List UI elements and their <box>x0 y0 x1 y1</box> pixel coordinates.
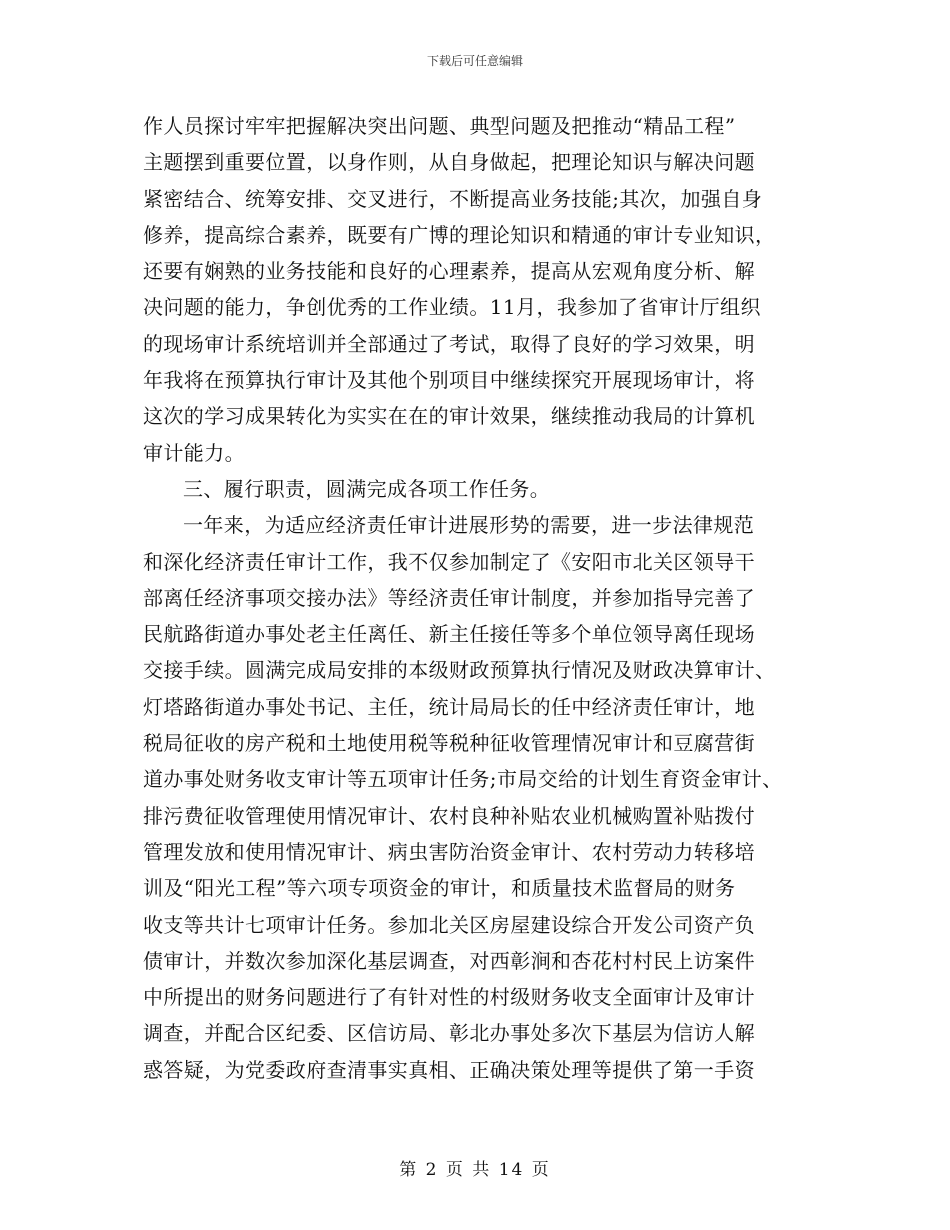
text-line: 这次的学习成果转化为实实在在的审计效果，继续推动我局的计算机 <box>143 404 755 429</box>
text-line: 的现场审计系统培训并全部通过了考试，取得了良好的学习效果，明 <box>143 331 755 356</box>
text-line: 和深化经济责任审计工作，我不仅参加制定了《安阳市北关区领导干 <box>143 549 755 574</box>
text-line: 修养，提高综合素养，既要有广博的理论知识和精通的审计专业知识， <box>143 222 776 247</box>
document-body <box>143 108 833 1088</box>
text-line: 主题摆到重要位置，以身作则，从自身做起，把理论知识与解决问题 <box>143 150 755 175</box>
text-line: 排污费征收管理使用情况审计、农村良种补贴农业机械购置补贴拨付 <box>143 803 755 828</box>
text-line: 民航路街道办事处老主任离任、新主任接任等多个单位领导离任现场 <box>143 622 755 647</box>
text-line: 惑答疑，为党委政府查清事实真相、正确决策处理等提供了第一手资 <box>143 1057 755 1082</box>
text-line: 交接手续。圆满完成局安排的本级财政预算执行情况及财政决算审计、 <box>143 658 776 683</box>
text-line: 部离任经济事项交接办法》等经济责任审计制度，并参加指导完善了 <box>143 585 755 610</box>
text-line: 收支等共计七项审计任务。参加北关区房屋建设综合开发公司资产负 <box>143 912 755 937</box>
text-line: 税局征收的房产税和土地使用税等税种征收管理情况审计和豆腐营街 <box>143 731 755 756</box>
text-line: 年我将在预算执行审计及其他个别项目中继续探究开展现场审计，将 <box>143 368 755 393</box>
text-line: 债审计，并数次参加深化基层调查，对西彰涧和杏花村村民上访案件 <box>143 948 755 973</box>
text-line: 管理发放和使用情况审计、病虫害防治资金审计、农村劳动力转移培 <box>143 839 755 864</box>
page-number-footer: 第 2 页 共 14 页 <box>399 1160 551 1180</box>
section-heading: 三、履行职责，圆满完成各项工作任务。 <box>183 476 551 501</box>
text-line: 调查，并配合区纪委、区信访局、彰北办事处多次下基层为信访人解 <box>143 1021 755 1046</box>
text-line: 灯塔路街道办事处书记、主任，统计局局长的任中经济责任审计，地 <box>143 694 755 719</box>
text-line: 审计能力。 <box>143 440 245 465</box>
text-line: 还要有娴熟的业务技能和良好的心理素养，提高从宏观角度分析、解 <box>143 259 755 284</box>
text-line: 作人员探讨牢牢把握解决突出问题、典型问题及把推动“精品工程” <box>143 114 736 138</box>
text-line: 决问题的能力，争创优秀的工作业绩。11月，我参加了省审计厅组织 <box>143 295 761 320</box>
text-line: 训及“阳光工程”等六项专项资金的审计，和质量技术监督局的财务 <box>143 876 736 901</box>
page-header: 下载后可任意编辑 <box>426 54 523 68</box>
paragraph-start: 一年来，为适应经济责任审计进展形势的需要，进一步法律规范 <box>183 513 755 538</box>
text-line: 中所提出的财务问题进行了有针对性的村级财务收支全面审计及审计 <box>143 985 755 1010</box>
text-line: 道办事处财务收支审计等五项审计任务;市局交给的计划生育资金审计、 <box>143 767 783 792</box>
text-line: 紧密结合、统筹安排、交叉进行，不断提高业务技能;其次，加强自身 <box>143 186 763 211</box>
